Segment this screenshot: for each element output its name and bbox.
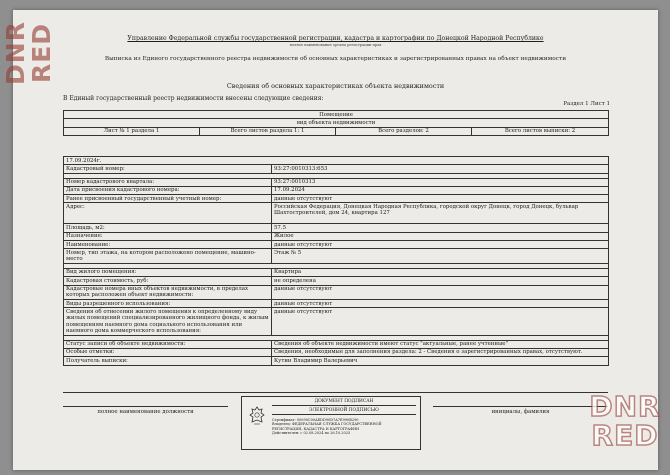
agency-caption: полное наименование органа регистрации прав bbox=[289, 43, 382, 47]
row-label: Кадастровые номера иных объектов недвижимости, в пределах которых расположен объект недвижимости: bbox=[64, 285, 272, 300]
date-row bbox=[64, 157, 609, 165]
watermark-line: DNR bbox=[1, 21, 30, 85]
section-sheet-label: Раздел 1 Лист 1 bbox=[563, 101, 610, 107]
table-row bbox=[64, 357, 609, 365]
row-label: Кадастровая стоимость, руб: bbox=[64, 277, 272, 285]
row-label: Площадь, м2: bbox=[64, 224, 272, 232]
table-row bbox=[64, 203, 609, 224]
sheets-in-section: Всего листов раздела 1: 1 bbox=[200, 127, 336, 135]
extract-date: 17.09.2024г. bbox=[64, 157, 609, 165]
object-type-caption: вид объекта недвижимости bbox=[64, 119, 609, 127]
table-row bbox=[64, 285, 609, 300]
row-value: данные отсутствуют bbox=[272, 308, 609, 335]
stamp-line-2: ЭЛЕКТРОННОЙ ПОДПИСЬЮ bbox=[272, 408, 416, 415]
watermark-line: DNR bbox=[589, 390, 661, 423]
row-value: 93:27:0010313 bbox=[272, 178, 609, 186]
table-row bbox=[64, 277, 609, 285]
stamp-details bbox=[272, 418, 416, 435]
table-row bbox=[64, 340, 609, 348]
row-value: данные отсутствуют bbox=[272, 241, 609, 249]
table-row bbox=[64, 224, 609, 232]
footer-divider bbox=[63, 392, 608, 393]
table-row bbox=[64, 232, 609, 240]
sheet-number: Лист № 1 раздела 1 bbox=[64, 127, 200, 135]
row-label: Статус записи об объекте недвижимости: bbox=[64, 340, 272, 348]
characteristics-table bbox=[63, 156, 609, 366]
table-row bbox=[64, 195, 609, 203]
table-row bbox=[64, 241, 609, 249]
signature-footer bbox=[63, 392, 608, 452]
name-caption: инициалы, фамилия bbox=[433, 406, 608, 415]
row-label: Сведения об отнесении жилого помещения к определенному виду жилых помещений специализированного жилищного фонда, к жилым помещениям наемного дома социального использования или наемного дома коммерческого использования: bbox=[64, 308, 272, 335]
row-value: данные отсутствуют bbox=[272, 285, 609, 300]
row-value: Российская Федерация, Донецкая Народная Республика, городской округ Донецк, город Донецк, бульвар Шахтостроителей, дом 24, квартира 127 bbox=[272, 203, 609, 224]
row-value: Сведения об объекте недвижимости имеют статус "актуальные, ранее учтенные" bbox=[272, 340, 609, 348]
row-label: Номер кадастрового квартала: bbox=[64, 178, 272, 186]
row-value: Квартира bbox=[272, 268, 609, 276]
row-label: Наименование: bbox=[64, 241, 272, 249]
sections-total: Всего разделов: 2 bbox=[336, 127, 472, 135]
row-label: Особые отметки: bbox=[64, 348, 272, 356]
row-label: Номер, тип этажа, на котором расположено помещение, машино-место bbox=[64, 249, 272, 264]
row-label: Адрес: bbox=[64, 203, 272, 224]
row-label: Дата присвоения кадастрового номера: bbox=[64, 186, 272, 194]
section-title: Сведения об основных характеристиках объекта недвижимости bbox=[226, 82, 445, 90]
sheets-total: Всего листов выписки: 2 bbox=[472, 127, 609, 135]
row-value: Кутин Владимир Валерьевич bbox=[272, 357, 609, 365]
table-row bbox=[64, 268, 609, 276]
stamp-certificate: Сертификат: 00090C00AEDD90D7A7E990B290 bbox=[272, 418, 359, 422]
stamp-line-1: ДОКУМЕНТ ПОДПИСАН bbox=[272, 399, 416, 406]
row-label: Назначение: bbox=[64, 232, 272, 240]
row-label: Ранее присвоенный государственный учетный номер: bbox=[64, 195, 272, 203]
table-row bbox=[64, 348, 609, 356]
table-row bbox=[64, 178, 609, 186]
row-value: Сведения, необходимые для заполнения раздела: 2 - Сведения о зарегистрированных правах, отсутствуют. bbox=[272, 348, 609, 356]
table-row bbox=[64, 249, 609, 264]
row-value: 57.5 bbox=[272, 224, 609, 232]
row-value: Жилое bbox=[272, 232, 609, 240]
table-row bbox=[64, 165, 609, 173]
row-value: данные отсутствуют bbox=[272, 300, 609, 308]
row-label: Виды разрешенного использования: bbox=[64, 300, 272, 308]
document-page bbox=[13, 10, 658, 470]
watermark-left bbox=[3, 21, 69, 85]
table-row bbox=[64, 308, 609, 335]
stamp-owner-continued: РЕГИСТРАЦИИ, КАДАСТРА И КАРТОГРАФИИ bbox=[272, 426, 360, 431]
row-value: Этаж № 5 bbox=[272, 249, 609, 264]
coat-of-arms-icon bbox=[247, 405, 267, 427]
row-value: данные отсутствуют bbox=[272, 195, 609, 203]
row-label: Кадастровый номер: bbox=[64, 165, 272, 173]
row-value: не определена bbox=[272, 277, 609, 285]
row-value: 17.09.2024 bbox=[272, 186, 609, 194]
extract-title: Выписка из Единого государственного реестра недвижимости об основных характеристиках и зарегистрированных правах на объект недвижимости bbox=[104, 56, 567, 62]
table-row bbox=[64, 111, 609, 119]
table-row bbox=[64, 127, 609, 135]
table-row bbox=[64, 186, 609, 194]
watermark-line: RED bbox=[27, 22, 56, 84]
row-label: Вид жилого помещения: bbox=[64, 268, 272, 276]
header-table bbox=[63, 110, 609, 136]
section-intro: В Единый государственный реестр недвижимости внесены следующие сведения: bbox=[63, 95, 324, 102]
agency-name: Управление Федеральной службы государственной регистрации, кадастра и картографии по Донецкой Народной Республике bbox=[127, 35, 544, 42]
row-label: Получатель выписки: bbox=[64, 357, 272, 365]
table-row bbox=[64, 119, 609, 127]
object-type-value: Помещение bbox=[64, 111, 609, 119]
electronic-signature-stamp bbox=[241, 396, 421, 450]
table-row bbox=[64, 300, 609, 308]
watermark-line: RED bbox=[591, 419, 659, 452]
row-value: 93:27:0010313:653 bbox=[272, 165, 609, 173]
position-caption: полное наименование должности bbox=[63, 406, 228, 415]
stamp-owner: Владелец: ФЕДЕРАЛЬНАЯ СЛУЖБА ГОСУДАРСТВЕННОЙ bbox=[272, 422, 382, 427]
stamp-validity: Действителен: с 02.08.2024 по 26.10.2025 bbox=[272, 430, 351, 435]
watermark-right bbox=[588, 392, 662, 450]
